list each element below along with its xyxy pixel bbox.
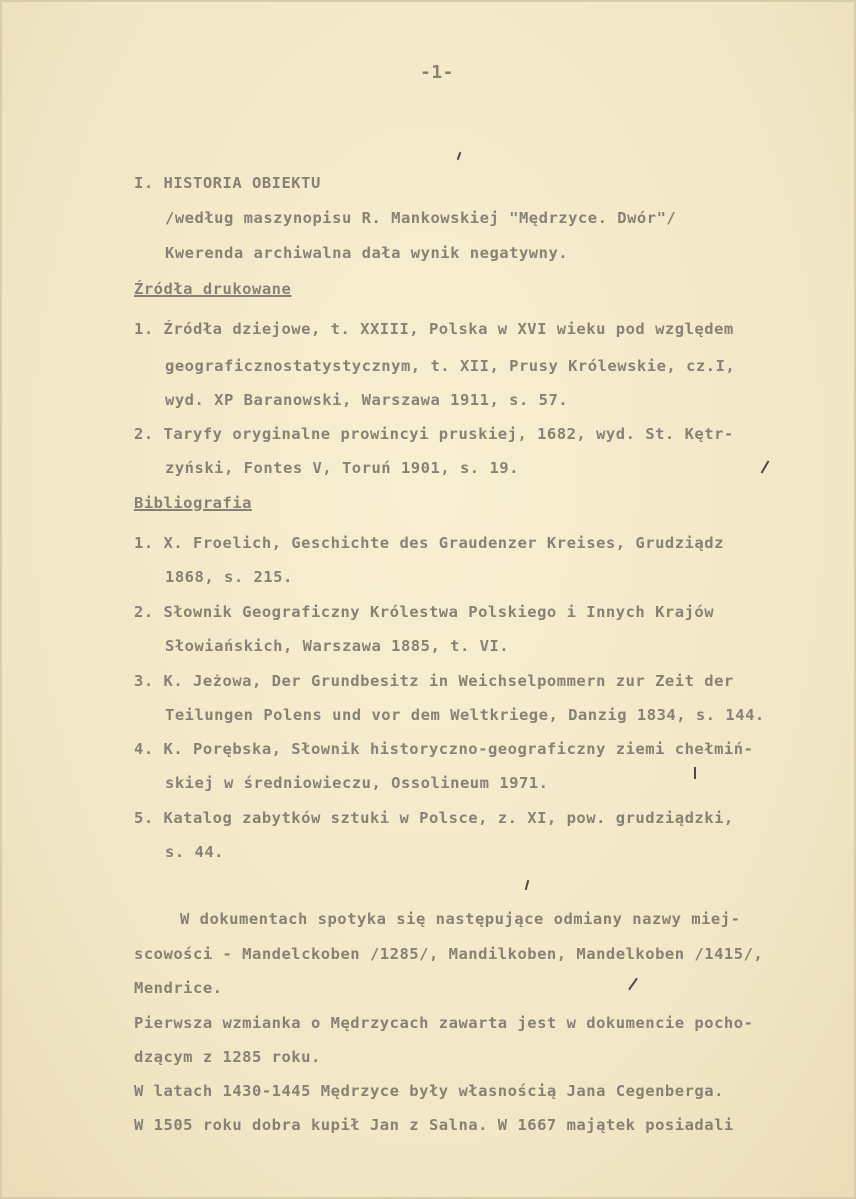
bibliography-line: 2. Słownik Geograficzny Królestwa Polskiego i Innych Krajów xyxy=(134,603,715,621)
bibliography-line: Teilungen Polens und vor dem Weltkriege, Danzig 1834, s. 144. xyxy=(165,706,765,724)
intro-line-2: Kwerenda archiwalna dała wynik negatywny. xyxy=(165,244,569,262)
body-line: scowości - Mandelckoben /1285/, Mandilkoben, Mandelkoben /1415/, xyxy=(134,945,764,963)
section-title: I. HISTORIA OBIEKTU xyxy=(134,174,321,192)
bibliography-line: s. 44. xyxy=(165,843,224,861)
bibliography-line: 1. X. Froelich, Geschichte des Graudenzer Kreises, Grudziądz xyxy=(134,534,724,552)
sources-line: 1. Źródła dziejowe, t. XXIII, Polska w XVI wieku pod względem xyxy=(134,320,734,338)
sources-line: 2. Taryfy oryginalne prowincyi pruskiej, 1682, wyd. St. Kętr- xyxy=(134,425,734,443)
sources-line: geograficznostatystycznym, t. XII, Prusy Królewskie, cz.I, xyxy=(165,357,736,375)
bibliography-line: 3. K. Jeżowa, Der Grundbesitz in Weichselpommern zur Zeit der xyxy=(134,672,734,690)
bibliography-heading: Bibliografia xyxy=(134,494,252,512)
bibliography-line: 5. Katalog zabytków sztuki w Polsce, z. XI, pow. grudziądzki, xyxy=(134,809,734,827)
body-line: W 1505 roku dobra kupił Jan z Salna. W 1667 majątek posiadali xyxy=(134,1116,734,1134)
pen-mark xyxy=(628,978,638,991)
pen-mark xyxy=(761,460,770,473)
body-line: dzącym z 1285 roku. xyxy=(134,1048,321,1066)
body-line: W dokumentach spotyka się następujące odmiany nazwy miej- xyxy=(180,910,741,928)
body-line: W latach 1430-1445 Mędrzyce były własnością Jana Cegenberga. xyxy=(134,1082,724,1100)
page-number: -1- xyxy=(420,62,455,83)
sources-line: zyński, Fontes V, Toruń 1901, s. 19. xyxy=(165,459,519,477)
pen-mark xyxy=(525,880,530,890)
bibliography-line: 4. K. Porębska, Słownik historyczno-geograficzny ziemi chełmiń- xyxy=(134,740,754,758)
pen-mark xyxy=(457,152,462,160)
intro-line-1: /według maszynopisu R. Mankowskiej "Mędrzyce. Dwór"/ xyxy=(165,209,677,227)
bibliography-line: skiej w średniowieczu, Ossolineum 1971. xyxy=(165,774,549,792)
sources-heading: Źródła drukowane xyxy=(134,280,292,298)
bibliography-line: 1868, s. 215. xyxy=(165,568,293,586)
sources-line: wyd. XP Baranowski, Warszawa 1911, s. 57. xyxy=(165,391,569,409)
body-line: Mendrice. xyxy=(134,979,223,997)
pen-mark xyxy=(694,767,696,779)
body-line: Pierwsza wzmianka o Mędrzycach zawarta jest w dokumencie pocho- xyxy=(134,1014,754,1032)
bibliography-line: Słowiańskich, Warszawa 1885, t. VI. xyxy=(165,637,510,655)
